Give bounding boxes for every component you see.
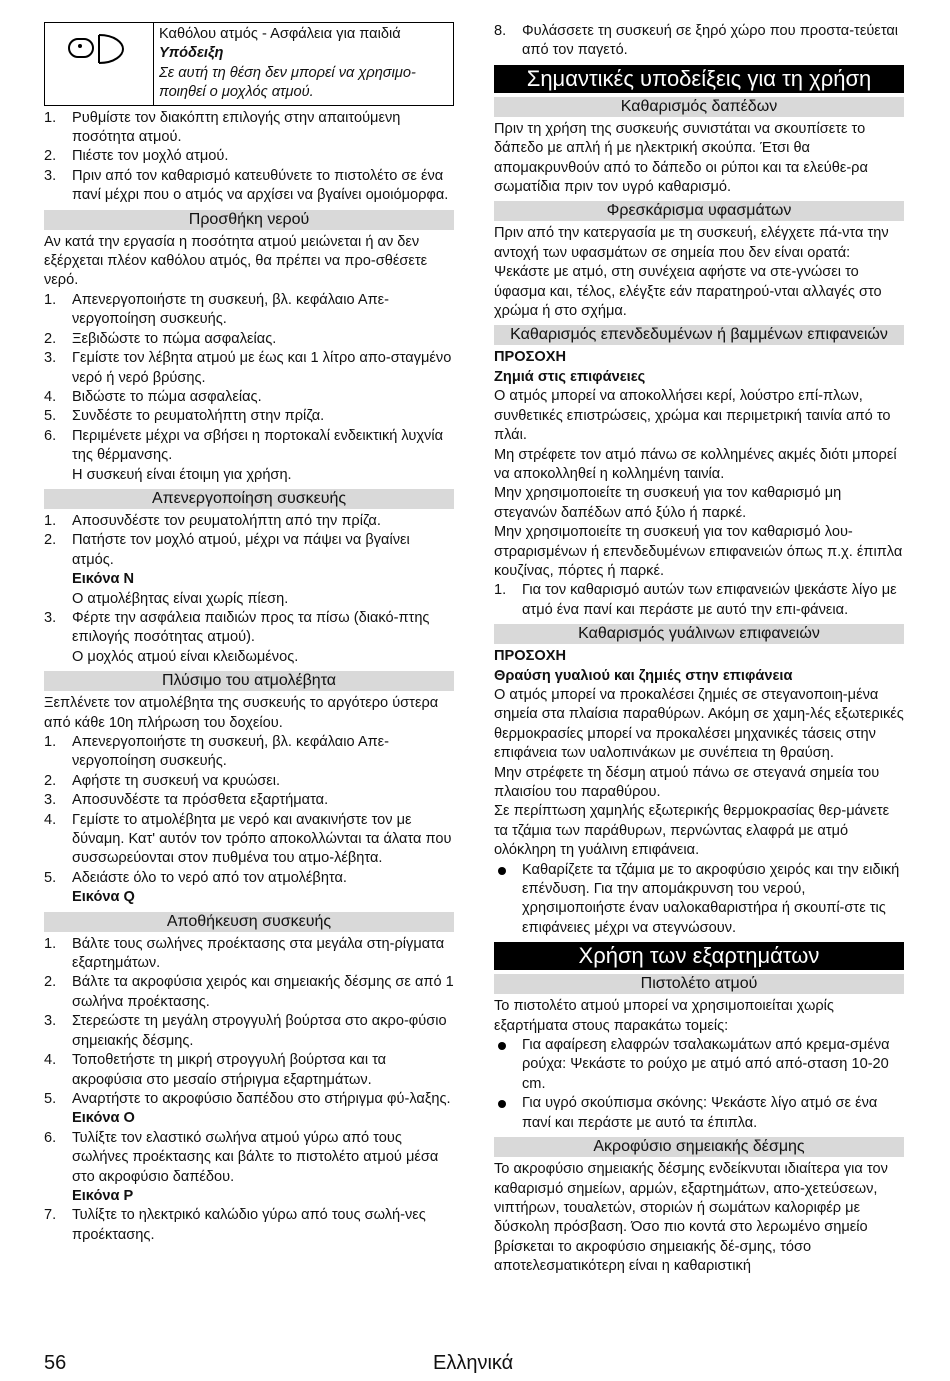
paragraph: Σε περίπτωση χαμηλής εξωτερικής θερμοκρασίας θερ-μάνετε τα τζάμια των παράθυρων, περνώντας ελαφρά με ατμό ολόκληρη τη γυάλινη επιφάνεια.	[494, 803, 890, 859]
caution-label: ΠΡΟΣΟΧΗ	[494, 648, 567, 665]
list-item: Για αφαίρεση ελαφρών τσαλακωμάτων από κρεμα-σμένα ρούχα: Ψεκάστε το ρούχο με ατμό από από-σταση 10-20 cm.	[494, 1036, 904, 1094]
list-item: 4. Γεμίστε το ατμολέβητα με νερό και ανακινήστε τον με δύναμη. Κατ' αυτόν τον τρόπο αποκολλώνται τα άλατα που συσσωρεύονται στον πυθμένα του ατμο-λέβητα.	[44, 811, 452, 867]
list-item: 1. Για τον καθαρισμό αυτών των επιφανειών ψεκάστε λίγο με ατμό ένα πανί και περάστε με αυτό την επι-φάνεια.	[494, 582, 897, 618]
list-item: Καθαρίζετε τα τζάμια με το ακροφύσιο χειρός και την ειδική επένδυση. Για την απομάκρυνση του νερού, χρησιμοποιήστε έναν υαλοκαθαριστήρα ή σκουπί-στε τις επιφάνειες μέχρι να στεγνώσουν.	[494, 861, 904, 939]
figure-ref: Εικόνα O	[72, 1110, 135, 1127]
figure-ref: Εικόνα Q	[72, 889, 135, 906]
list-item: 3. Πριν από τον καθαρισμό κατευθύνετε το πιστολέτο σε ένα πανί μέχρι που ο ατμός να αρχίσει να βγαίνει ομοιόμορφα.	[44, 167, 449, 204]
paragraph: Μην χρησιμοποιείτε τη συσκευή για τον καθαρισμό μη στεγανών δαπέδων από ξύλο ή παρκέ.	[494, 485, 842, 521]
page-number: 56	[44, 1352, 67, 1374]
bullet-icon	[498, 1042, 506, 1050]
list-item: 1. Ρυθμίστε τον διακόπτη επιλογής στην απαιτούμενη ποσότητα ατμού.	[44, 109, 401, 146]
paragraph: Το πιστολέτο ατμού μπορεί να χρησιμοποιείται χωρίς εξαρτήματα στους παρακάτω τομείς:	[494, 998, 834, 1034]
steam-lock-icon	[63, 29, 135, 69]
list-item: 2. Πιέστε τον μοχλό ατμού.	[44, 148, 229, 165]
step-result: Ο μοχλός ατμού είναι κλειδωμένος.	[72, 648, 299, 665]
paragraph: Ξεπλένετε τον ατμολέβητα της συσκευής το αργότερο ύστερα από κάθε 10η πλήρωση του δοχείου.	[44, 695, 439, 731]
list-item: 3. Γεμίστε τον λέβητα ατμού με έως και 1 λίτρο απο-σταγμένο νερό ή νερό βρύσης.	[44, 350, 452, 386]
section-title-floor-cleaning: Καθαρισμός δαπέδων	[494, 97, 904, 117]
section-title-add-water: Προσθήκη νερού	[44, 210, 454, 230]
section-title-glass-surfaces: Καθαρισμός γυάλινων επιφανειών	[494, 624, 904, 644]
list-item: 2. Ξεβιδώστε το πώμα ασφαλείας.	[44, 330, 277, 347]
chapter-title-accessories: Χρήση των εξαρτημάτων	[494, 942, 904, 970]
left-column	[44, 22, 454, 1245]
list-item: 4. Τοποθετήστε τη μικρή στρογγυλή βούρτσα και τα ακροφύσια στο μεσαίο στήριγμα εξαρτημάτων.	[44, 1052, 387, 1088]
intro-steps	[44, 109, 454, 206]
caution-label: ΠΡΟΣΟΧΗ	[494, 349, 567, 366]
symbol-description	[154, 23, 453, 105]
list-item: 1. Απενεργοποιήστε τη συσκευή, βλ. κεφάλαιο Απε-νεργοποίηση συσκευής.	[44, 734, 390, 770]
paragraph: Ο ατμός μπορεί να προκαλέσει ζημιές σε στεγανοποιη-μένα σημεία στα πλαίσια παραθύρων. Ακόμη σε χαμη-λές εξωτερικές θερμοκρασίες μπορεί να προκαλέσει μηχανικές τάσεις στην επιφάνεια των υαλοπινάκων με συνέπεια τη θραύση.	[494, 686, 904, 762]
list-item: 3. Φέρτε την ασφάλεια παιδιών προς τα πίσω (διακό-πτης επιλογής ποσότητας ατμού). Ο μοχλός ατμού είναι κλειδωμένος.	[44, 609, 454, 667]
storage-steps	[44, 935, 454, 1246]
gun-bullets	[494, 1036, 904, 1133]
rinse-steps	[44, 733, 454, 908]
list-item: 8. Φυλάσσετε τη συσκευή σε ξηρό χώρο που προστα-τεύεται από τον παγετό.	[494, 23, 899, 59]
list-item: 4. Βιδώστε το πώμα ασφαλείας.	[44, 388, 262, 405]
list-item: 5. Αναρτήστε το ακροφύσιο δαπέδου στο στήριγμα φύ-λαξης. Εικόνα O	[44, 1090, 454, 1129]
note-title: Υπόδειξη	[159, 45, 224, 62]
symbol-cell	[45, 23, 154, 105]
coated-steps	[494, 581, 904, 620]
paragraph: Πριν από την κατεργασία με τη συσκευή, ελέγχετε πά-ντα την αντοχή των υφασμάτων σε σημεία που δεν είναι ορατά: Ψεκάστε με ατμό, στη συνέχεια αφήστε να στε-γνώσει το ύφασμα και, τέλος, ελέγξτε εάν παρατηρού-νται αλλαγές στο χρώμα ή στο σχήμα.	[494, 225, 889, 320]
list-item: 1. Αποσυνδέστε τον ρευματολήπτη από την πρίζα.	[44, 512, 381, 529]
water-steps	[44, 291, 454, 485]
section-title-fabric-refresh: Φρεσκάρισμα υφασμάτων	[494, 201, 904, 221]
list-item: 2. Βάλτε τα ακροφύσια χειρός και σημειακής δέσμης σε από 1 σωλήνα προέκτασης.	[44, 974, 454, 1010]
list-item: 2. Πατήστε τον μοχλό ατμού, μέχρι να πάψει να βγαίνει ατμός. Εικόνα N Ο ατμολέβητας είναι χωρίς πίεση.	[44, 531, 454, 609]
section-title-rinse-boiler: Πλύσιμο του ατμολέβητα	[44, 671, 454, 691]
list-item: 2. Αφήστε τη συσκευή να κρυώσει.	[44, 772, 281, 789]
warning-title: Ζημιά στις επιφάνειες	[494, 368, 646, 385]
note-text: Σε αυτή τη θέση δεν μπορεί να χρησιμο-ποιηθεί ο μοχλός ατμού.	[159, 64, 416, 101]
paragraph: Μη στρέφετε τον ατμό πάνω σε κολλημένες ακμές διότι μπορεί να αποκολληθεί η κολλημένη ταινία.	[494, 446, 897, 482]
bullet-icon	[498, 1100, 506, 1108]
list-item: 5. Αδειάστε όλο το νερό από τον ατμολέβητα. Εικόνα Q	[44, 869, 454, 908]
step-result: Η συσκευή είναι έτοιμη για χρήση.	[72, 466, 292, 483]
step-result: Ο ατμολέβητας είναι χωρίς πίεση.	[72, 590, 289, 607]
list-item: 7. Τυλίξτε το ηλεκτρικό καλώδιο γύρω από τους σωλή-νες προέκτασης.	[44, 1207, 426, 1243]
list-item: 3. Αποσυνδέστε τα πρόσθετα εξαρτήματα.	[44, 792, 329, 809]
list-item: 1. Βάλτε τους σωλήνες προέκτασης στα μεγάλα στη-ρίγματα εξαρτημάτων.	[44, 935, 445, 972]
symbol-line: Καθόλου ατμός - Ασφάλεια για παιδιά	[159, 26, 401, 42]
list-item: 5. Συνδέστε το ρευματολήπτη στην πρίζα.	[44, 408, 325, 425]
paragraph: Ο ατμός μπορεί να αποκολλήσει κερί, λούστρο επί-πλων, συνθετικές επιστρώσεις, χρώμα και περιμετρική ταινία από το πλάι.	[494, 388, 891, 444]
footer-language: Ελληνικά	[433, 1352, 514, 1374]
list-item: 6. Τυλίξτε τον ελαστικό σωλήνα ατμού γύρω από τους σωλήνες προέκτασης και βάλτε το πιστολέτο ατμού μέσα στο ακροφύσιο δαπέδου. Εικόνα P	[44, 1129, 454, 1207]
list-item: Για υγρό σκούπισμα σκόνης: Ψεκάστε λίγο ατμό σε ένα πανί και περάστε με αυτό τα έπιπλα.	[494, 1094, 904, 1133]
section-title-switch-off: Απενεργοποίηση συσκευής	[44, 489, 454, 509]
off-steps	[44, 512, 454, 667]
right-column	[494, 22, 904, 1277]
paragraph: Πριν τη χρήση της συσκευής συνιστάται να σκουπίσετε το δάπεδο με απλή ή με ηλεκτρική σκούπα. Έτσι θα απομακρυνθούν από το δάπεδο οι ρύποι και τα ελεύθε-ρα σωματίδια πριν τον υγρό καθαρισμό.	[494, 120, 868, 196]
list-item: 6. Περιμένετε μέχρι να σβήσει η πορτοκαλί ενδεικτική λυχνία της θέρμανσης. Η συσκευή είναι έτοιμη για χρήση.	[44, 427, 454, 485]
chapter-title-usage-tips: Σημαντικές υποδείξεις για τη χρήση	[494, 65, 904, 93]
figure-ref: Εικόνα P	[72, 1187, 134, 1204]
warning-title: Θραύση γυαλιού και ζημιές στην επιφάνεια	[494, 667, 793, 684]
section-title-detail-nozzle: Ακροφύσιο σημειακής δέσμης	[494, 1137, 904, 1157]
list-item: 3. Στερεώστε τη μεγάλη στρογγυλή βούρτσα στο ακρο-φύσιο σημειακής δέσμης.	[44, 1013, 447, 1049]
paragraph: Το ακροφύσιο σημειακής δέσμης ενδείκνυται ιδιαίτερα για τον καθαρισμό σημείων, αρμών, εξαρτημάτων, απο-χετεύσεων, νιπτήρων, τουαλετών, στοριών ή σωμάτων καλοριφέρ με δύσκολη πρόσβαση. Όσο πιο κοντά στο λερωμένο σημείο βρίσκεται το ακροφύσιο σημειακής δέ-σμης, τόσο αποτελεσματικότερη είναι η καθαριστική	[494, 1161, 888, 1275]
section-title-storage: Αποθήκευση συσκευής	[44, 912, 454, 932]
bullet-icon	[498, 867, 506, 875]
storage-steps-continued	[494, 22, 904, 61]
glass-bullets	[494, 861, 904, 939]
list-item: 1. Απενεργοποιήστε τη συσκευή, βλ. κεφάλαιο Απε-νεργοποίηση συσκευής.	[44, 291, 390, 328]
section-title-steam-gun: Πιστολέτο ατμού	[494, 974, 904, 994]
section-title-coated-surfaces: Καθαρισμός επενδεδυμένων ή βαμμένων επιφανειών	[494, 325, 904, 345]
figure-ref: Εικόνα N	[72, 571, 135, 588]
symbol-table	[44, 22, 454, 106]
paragraph: Μην χρησιμοποιείτε τη συσκευή για τον καθαρισμό λου-στραρισμένων ή επενδεδυμένων επιφανειών όπως π.χ. έπιπλα κουζίνας, πόρτες ή παρκέ.	[494, 524, 903, 579]
paragraph: Αν κατά την εργασία η ποσότητα ατμού μειώνεται ή αν δεν εξέρχεται πλέον καθόλου ατμός, θα πρέπει να προ-σθέσετε νερό.	[44, 233, 428, 289]
paragraph: Μην στρέφετε τη δέσμη ατμού πάνω σε στεγανά σημεία του πλαισίου του παραθύρου.	[494, 764, 880, 800]
